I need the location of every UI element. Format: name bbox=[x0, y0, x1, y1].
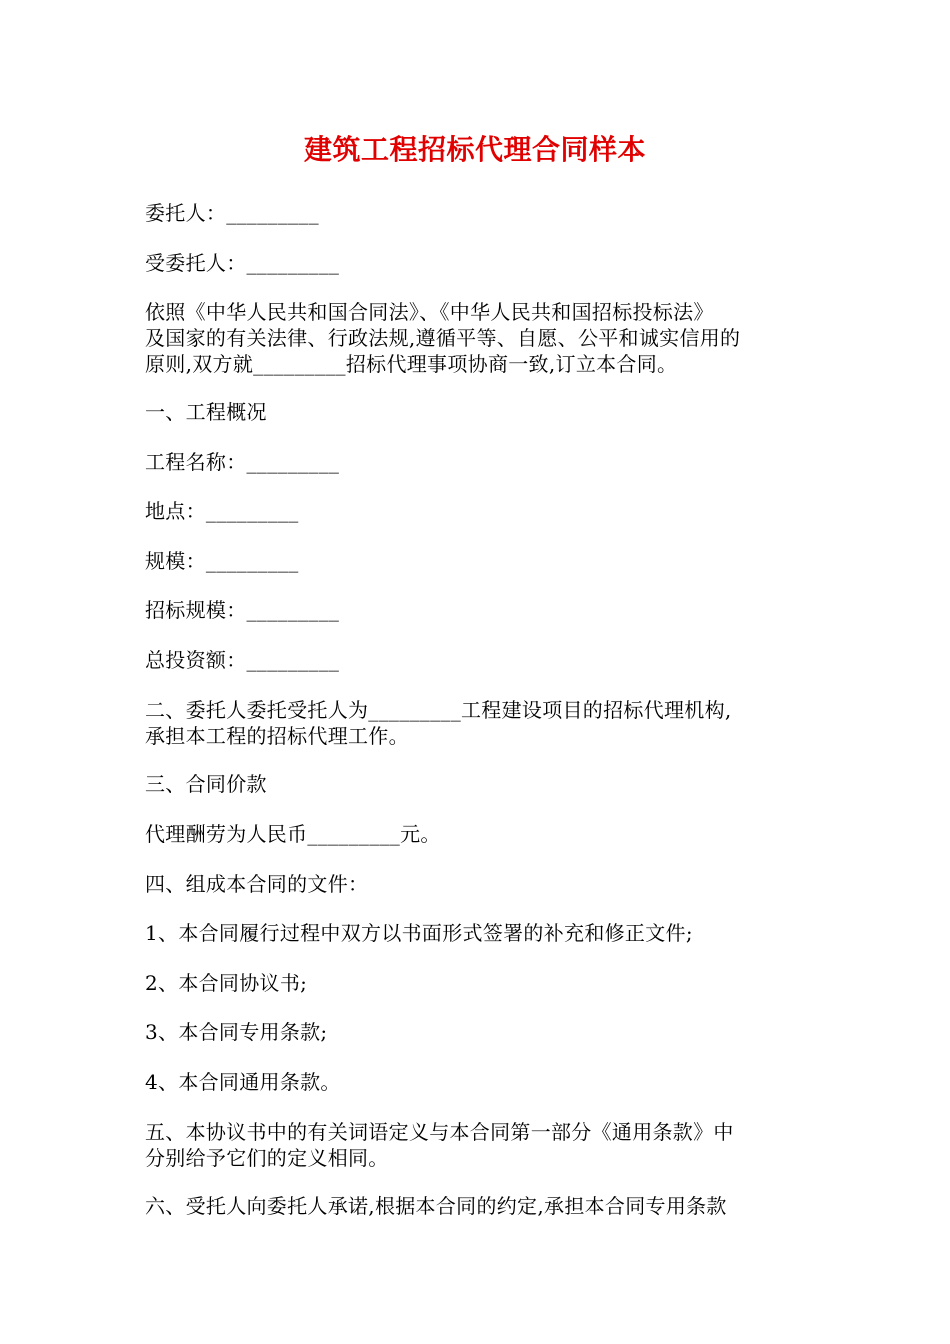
field-scale bbox=[145, 548, 815, 574]
paragraph-line: 原则,双方就_________招标代理事项协商一致,订立本合同。 bbox=[145, 352, 678, 376]
paragraph-line: 六、受托人向委托人承诺,根据本合同的约定,承担本合同专用条款 bbox=[145, 1194, 727, 1218]
paragraph-line: 三、合同价款 bbox=[145, 772, 267, 796]
paragraph-line: 地点：_________ bbox=[145, 499, 299, 523]
paragraph-line: 4、本合同通用条款。 bbox=[145, 1070, 341, 1094]
paragraph-line: 招标规模：_________ bbox=[145, 598, 340, 622]
paragraph-line: 及国家的有关法律、行政法规,遵循平等、自愿、公平和诚实信用的 bbox=[145, 326, 741, 350]
paragraph-line: 受委托人：_________ bbox=[145, 251, 340, 275]
paragraph-line: 分别给予它们的定义相同。 bbox=[145, 1146, 389, 1170]
paragraph-line: 依照《中华人民共和国合同法》、《中华人民共和国招标投标法》 bbox=[145, 300, 714, 324]
paragraph-line: 代理酬劳为人民币_________元。 bbox=[145, 822, 441, 846]
paragraph-line: 五、本协议书中的有关词语定义与本合同第一部分《通用条款》中 bbox=[145, 1120, 734, 1144]
paragraph-line: 3、本合同专用条款; bbox=[145, 1020, 328, 1044]
document-title: 建筑工程招标代理合同样本 bbox=[303, 133, 646, 166]
paragraph-line: 一、工程概况 bbox=[145, 400, 267, 424]
section-6-paragraph bbox=[145, 1193, 815, 1219]
field-project-name bbox=[145, 449, 815, 475]
list-item bbox=[145, 1019, 815, 1045]
paragraph-line: 2、本合同协议书; bbox=[145, 971, 308, 995]
paragraph-line: 规模：_________ bbox=[145, 549, 299, 573]
paragraph-line: 承担本工程的招标代理工作。 bbox=[145, 724, 409, 748]
section-5-paragraph bbox=[145, 1119, 815, 1171]
paragraph-preamble bbox=[145, 299, 815, 377]
section-heading-3 bbox=[145, 771, 815, 797]
list-item bbox=[145, 1069, 815, 1095]
list-item bbox=[145, 970, 815, 996]
paragraph-line: 四、组成本合同的文件： bbox=[145, 872, 369, 896]
section-heading-1 bbox=[145, 399, 815, 425]
section-heading-4 bbox=[145, 871, 815, 897]
field-agency-fee bbox=[145, 821, 815, 847]
paragraph-line: 1、本合同履行过程中双方以书面形式签署的补充和修正文件; bbox=[145, 921, 693, 945]
field-total-investment bbox=[145, 647, 815, 673]
paragraph-agent bbox=[145, 250, 815, 276]
list-item bbox=[145, 920, 815, 946]
paragraph-line: 委托人：_________ bbox=[145, 201, 319, 225]
section-2-paragraph bbox=[145, 697, 815, 749]
field-location bbox=[145, 498, 815, 524]
field-bidding-scale bbox=[145, 597, 815, 623]
paragraph-line: 工程名称：_________ bbox=[145, 450, 340, 474]
paragraph-line: 总投资额：_________ bbox=[145, 648, 340, 672]
paragraph-line: 二、委托人委托受托人为_________工程建设项目的招标代理机构, bbox=[145, 698, 732, 722]
paragraph-principal bbox=[145, 200, 815, 226]
